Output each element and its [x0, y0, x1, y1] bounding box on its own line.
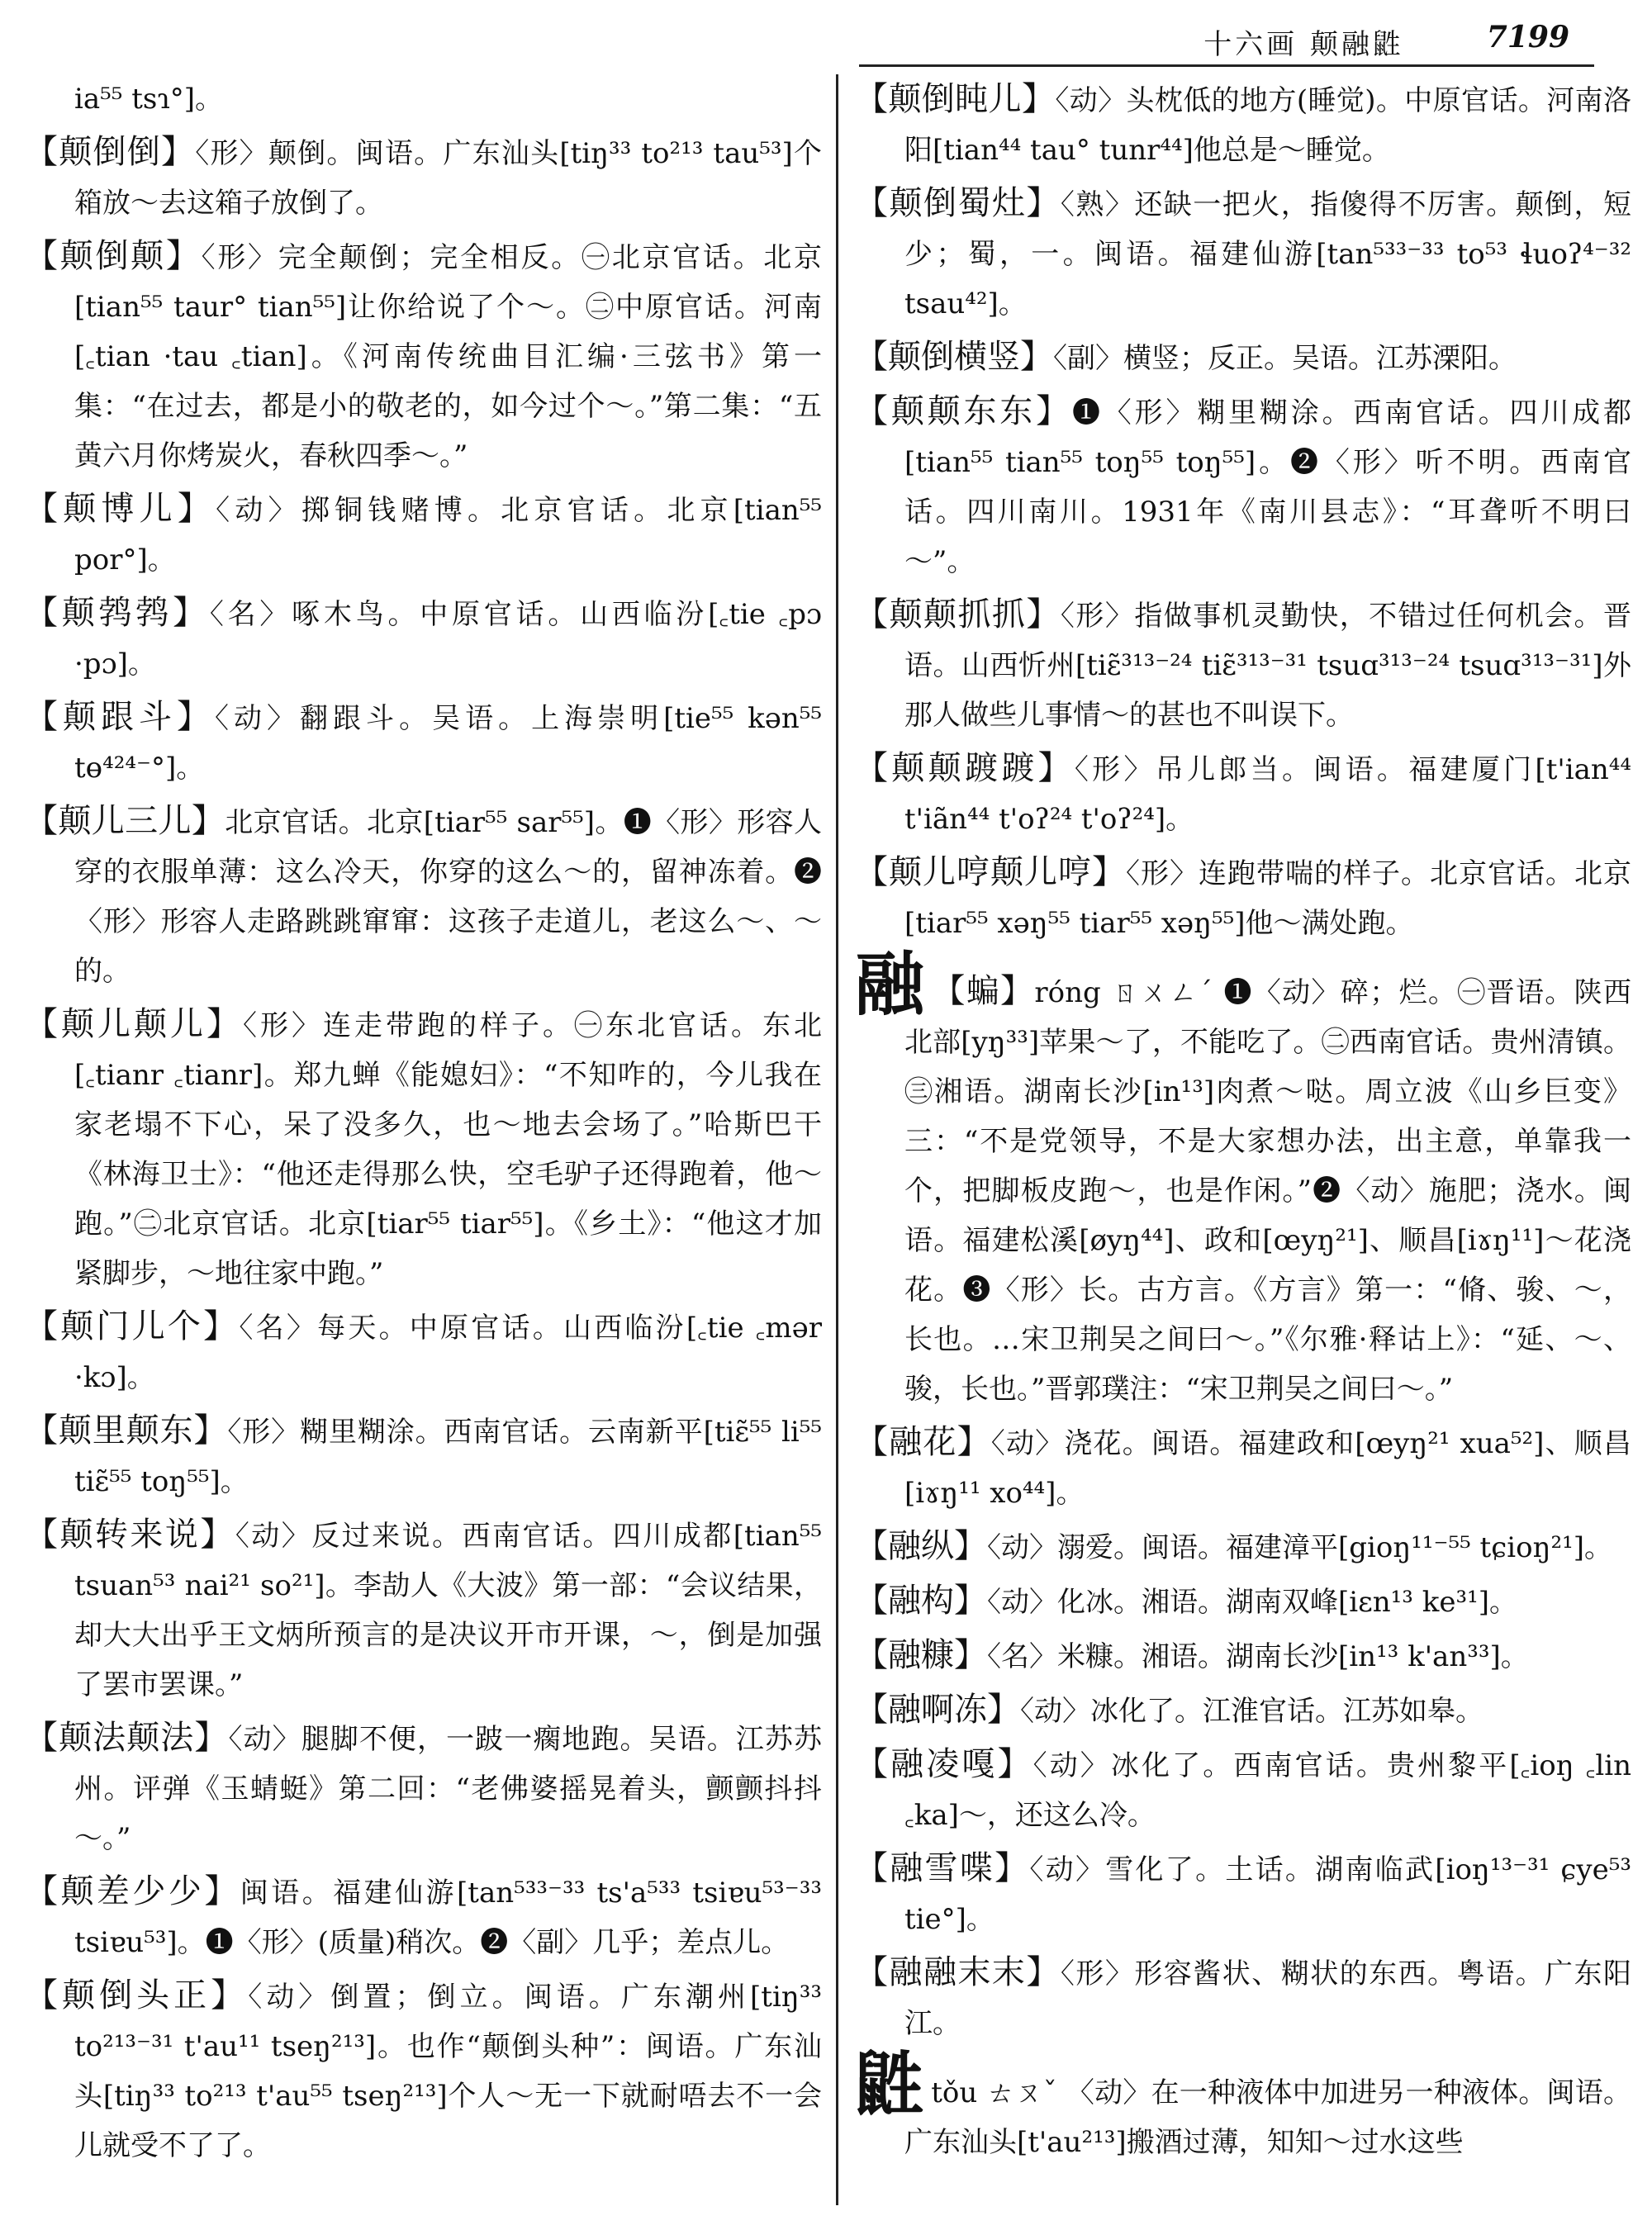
entry-headword: 【融凌嘎】	[855, 1745, 1033, 1783]
entry-headword: 【颠倒倒】	[25, 133, 196, 171]
entry-definition: tǒu ㄊㄡˇ 〈动〉在一种液体中加进另一种液体。闽语。广东汕头[t'au²¹³]搬酒过薄，知知～过水这些	[904, 2076, 1631, 2159]
entry-definition: 〈形〉指做事机灵勤快，不错过任何机会。晋语。山西忻州[tiɛ̃³¹³⁻²⁴ tiɛ̃³¹³⁻³¹ tsuɑ³¹³⁻²⁴ tsuɑ³¹³⁻³¹]外那人做些儿事情～的甚也不叫误下。	[904, 600, 1631, 732]
entry-definition: 〈动〉化冰。湘语。湖南双峰[iɛn¹³ ke³¹]。	[987, 1586, 1517, 1619]
dictionary-entry	[855, 590, 1631, 740]
dictionary-entry	[855, 178, 1631, 329]
dictionary-entry	[855, 743, 1631, 844]
left-column	[25, 74, 822, 2205]
dictionary-entry	[855, 332, 1631, 383]
entry-headword: 【颠儿颠儿】	[25, 1005, 243, 1043]
page-number: 7199	[1486, 20, 1569, 55]
dictionary-entry	[855, 847, 1631, 948]
entry-definition: 〈动〉翻跟斗。吴语。上海崇明[tie⁵⁵ kən⁵⁵ tɵ⁴²⁴⁻°]。	[74, 702, 822, 785]
entry-definition: 〈动〉浇花。闽语。福建政和[œyŋ²¹ xua⁵²]、顺昌[iɤŋ¹¹ xo⁴⁴]。	[904, 1427, 1631, 1510]
entry-headword: 【融糠】	[855, 1636, 987, 1674]
dictionary-entry	[25, 588, 822, 689]
entry-headword: 【融啊冻】	[855, 1691, 1020, 1729]
entry-definition: 〈熟〉还缺一把火，指傻得不厉害。颠倒，短少；蜀，一。闽语。福建仙游[tan⁵³³⁻³³ to⁵³ ɬuoʔ⁴⁻³² tsau⁴²]。	[904, 188, 1631, 320]
entry-headword: 【颠颠东东】	[855, 392, 1072, 430]
entry-headword: 【颠儿三儿】	[25, 802, 225, 840]
dictionary-entry	[25, 484, 822, 585]
entry-headword: 【融雪喋】	[855, 1849, 1030, 1887]
entry-headword: 【颠博儿】	[25, 490, 216, 528]
entry-headword: 【颠倒头正】	[25, 1976, 249, 2014]
dictionary-entry	[25, 692, 822, 793]
entry-headword: 【颠儿哼颠儿哼】	[855, 853, 1126, 891]
dictionary-entry	[855, 1630, 1631, 1682]
entry-headword: 【颠里颠东】	[25, 1412, 228, 1450]
entry-definition: 〈形〉连走带跑的样子。㊀东北官话。东北[꜀tianr ꜀tianr]。郑九蝉《能媳妇》：“不知咋的，今儿我在家老塌不下心，呆了没多久，也～地去会场了。”哈斯巴干《林海卫士》：“他还走得那么快，空毛驴子还得跑着，他～跑。”㊁北京官话。北京[tiar⁵⁵ tiar⁵⁵]。《乡土》：“他这才加紧脚步，～地往家中跑。”	[74, 1009, 822, 1290]
entry-headword: 【蝙】	[932, 972, 1035, 1010]
entry-definition: 〈动〉溺爱。闽语。福建漳平[gioŋ¹¹⁻⁵⁵ tɕioŋ²¹]。	[987, 1531, 1613, 1564]
entry-headword: 【融纵】	[855, 1527, 987, 1565]
entry-headword: 【颠鹁鹁】	[25, 594, 210, 632]
dictionary-entry	[25, 127, 822, 228]
entry-definition: 〈动〉腿脚不便，一跛一瘸地跑。吴语。江苏苏州。评弹《玉蜻蜓》第二回：“老佛婆摇晃着头，颤颤抖抖～。”	[74, 1723, 822, 1855]
entry-definition: 〈名〉米糠。湘语。湖南长沙[in¹³ k'an³³]。	[987, 1640, 1529, 1673]
entry-headword: 【颠转来说】	[25, 1516, 235, 1554]
dictionary-entry	[855, 1843, 1631, 1944]
entry-headword: 【融花】	[855, 1423, 991, 1461]
entry-definition: 〈名〉每天。中原官话。山西临汾[꜀tie ꜀mər ·kɔ]。	[74, 1312, 822, 1394]
dictionary-entry	[855, 1417, 1631, 1518]
entry-definition: 闽语。福建仙游[tan⁵³³⁻³³ ts'a⁵³³ tsiɐu⁵³⁻³³ tsiɐu⁵³]。❶〈形〉(质量)稍次。❷〈副〉几乎；差点儿。	[74, 1877, 822, 1959]
entry-definition: 〈动〉头枕低的地方(睡觉)。中原官话。河南洛阳[tian⁴⁴ tau° tunr⁴⁴]他总是～睡觉。	[904, 84, 1631, 167]
dictionary-entry	[25, 1302, 822, 1402]
dictionary-entry	[855, 387, 1631, 586]
entry-definition: 〈形〉连跑带喘的样子。北京官话。北京[tiar⁵⁵ xəŋ⁵⁵ tiar⁵⁵ xəŋ⁵⁵]他～满处跑。	[904, 857, 1631, 940]
entry-definition: 〈动〉冰化了。西南官话。贵州黎平[꜀ioŋ ꜀lin ꜀ka]～，还这么冷。	[904, 1749, 1631, 1832]
dictionary-entry	[25, 1971, 822, 2171]
dictionary-entry	[25, 999, 822, 1298]
entry-headword: 【颠倒盹儿】	[855, 80, 1056, 118]
entry-definition: 〈动〉反过来说。西南官话。四川成都[tian⁵⁵ tsuan⁵³ nai²¹ so²¹]。李劼人《大波》第一部：“会议结果，却大大出乎王文炳所预言的是决议开市开课，～，倒是加强了罢市罢课。”	[74, 1520, 822, 1701]
entry-definition: ia⁵⁵ tsɿ°]。	[74, 83, 223, 116]
dictionary-entry	[855, 1521, 1631, 1573]
dictionary-entry	[855, 1948, 1631, 2048]
entry-headword: 【颠倒颠】	[25, 237, 202, 275]
dictionary-entry	[855, 1739, 1631, 1840]
entry-definition: 〈形〉颠倒。闽语。广东汕头[tiŋ³³ to²¹³ tau⁵³]个箱放～去这箱子放倒了。	[74, 137, 822, 220]
entry-definition: 〈名〉啄木鸟。中原官话。山西临汾[꜀tie ꜀pɔ ·pɔ]。	[74, 598, 822, 681]
entry-headword: 【融融末末】	[855, 1953, 1061, 1991]
entry-definition: 〈副〉横竖；反正。吴语。江苏溧阳。	[1053, 342, 1517, 375]
entry-headword: 【颠倒横竖】	[855, 338, 1053, 376]
entry-headword: 【颠法颠法】	[25, 1719, 229, 1757]
entry-headword: 【颠跟斗】	[25, 698, 216, 736]
entry-headword: 【颠差少少】	[25, 1872, 240, 1910]
running-title: 十六画 颠融鼪	[1203, 28, 1404, 61]
entry-definition: 北京官话。北京[tiar⁵⁵ sar⁵⁵]。❶〈形〉形容人穿的衣服单薄：这么冷天，你穿的这么～的，留神冻着。❷〈形〉形容人走路跳跳窜窜：这孩子走道儿，老这么～、～的。	[74, 806, 822, 988]
entry-definition: 〈形〉糊里糊涂。西南官话。云南新平[tiɛ̃⁵⁵ li⁵⁵ tiɛ̃⁵⁵ toŋ⁵⁵]。	[74, 1416, 822, 1498]
dictionary-entry	[25, 231, 822, 481]
dictionary-entry	[25, 1713, 822, 1863]
dictionary-entry	[855, 1685, 1631, 1736]
dictionary-entry	[855, 1576, 1631, 1627]
entry-continuation	[25, 74, 822, 124]
head-character: 鼪	[855, 2043, 925, 2125]
dictionary-entry	[25, 1406, 822, 1506]
right-column	[855, 74, 1631, 2205]
dictionary-entry	[25, 1867, 822, 1967]
entry-definition: ❶〈形〉糊里糊涂。西南官话。四川成都[tian⁵⁵ tian⁵⁵ toŋ⁵⁵ toŋ⁵⁵]。❷〈形〉听不明。西南官话。四川南川。1931年《南川县志》：“耳聋听不明曰～”。	[904, 396, 1631, 578]
entry-headword: 【颠倒蜀灶】	[855, 184, 1061, 222]
dictionary-entry	[855, 2043, 1631, 2167]
entry-definition: 〈动〉雪化了。土话。湖南临武[ioŋ¹³⁻³¹ ɕye⁵³ tie°]。	[904, 1853, 1631, 1936]
head-character: 融	[855, 943, 926, 1025]
entry-headword: 【颠门儿个】	[25, 1307, 240, 1345]
page-header	[859, 15, 1594, 67]
dictionary-entry	[855, 943, 1631, 1414]
column-divider	[836, 74, 838, 2205]
entry-headword: 【颠颠踱踱】	[855, 749, 1075, 787]
dictionary-entry	[25, 1510, 822, 1710]
entry-definition: 〈动〉掷铜钱赌博。北京官话。北京[tian⁵⁵ por°]。	[74, 494, 822, 576]
entry-definition: 〈形〉形容酱状、糊状的东西。粤语。广东阳江。	[904, 1957, 1631, 2040]
dictionary-entry	[855, 74, 1631, 175]
entry-definition: 〈形〉完全颠倒；完全相反。㊀北京官话。北京[tian⁵⁵ taur° tian⁵⁵]让你给说了个～。㊁中原官话。河南[꜀tian ·tau ꜀tian]。《河南传统曲目汇编·三弦书》第一集：“在过去，都是小的敬老的，如今过个～。”第二集：“五黄六月你烤炭火，春秋四季～。”	[74, 241, 822, 472]
entry-definition: 〈动〉冰化了。江淮官话。江苏如皋。	[1020, 1695, 1483, 1728]
entry-definition: róng ㄖㄨㄥˊ ❶〈动〉碎；烂。㊀晋语。陕西北部[yŋ³³]苹果～了，不能吃了。㊁西南官话。贵州清镇。㊂湘语。湖南长沙[in¹³]肉煮～哒。周立波《山乡巨变》三：“不是党领导，不是大家想办法，出主意，单靠我一个，把脚板皮跑～，也是作闲。”❷〈动〉施肥；浇水。闽语。福建松溪[øyŋ⁴⁴]、政和[œyŋ²¹]、顺昌[iɤŋ¹¹]～花浇花。❸〈形〉长。古方言。《方言》第一：“脩、骏、～，长也。…宋卫荆吴之间曰～。”《尔雅·释诂上》：“延、～、骏，长也。”晋郭璞注：“宋卫荆吴之间曰～。”	[904, 976, 1631, 1406]
dictionary-entry	[25, 796, 822, 996]
entry-headword: 【颠颠抓抓】	[855, 595, 1061, 633]
entry-headword: 【融构】	[855, 1582, 987, 1620]
entry-definition: 〈形〉吊儿郎当。闽语。福建厦门[t'ian⁴⁴ t'iãn⁴⁴ t'oʔ²⁴ t'oʔ²⁴]。	[904, 753, 1631, 836]
entry-definition: 〈动〉倒置；倒立。闽语。广东潮州[tiŋ³³ to²¹³⁻³¹ t'au¹¹ tseŋ²¹³]。也作“颠倒头种”：闽语。广东汕头[tiŋ³³ to²¹³ t'au⁵⁵ tseŋ²¹³]个人～无一下就耐唔去不一会儿就受不了了。	[74, 1981, 822, 2162]
